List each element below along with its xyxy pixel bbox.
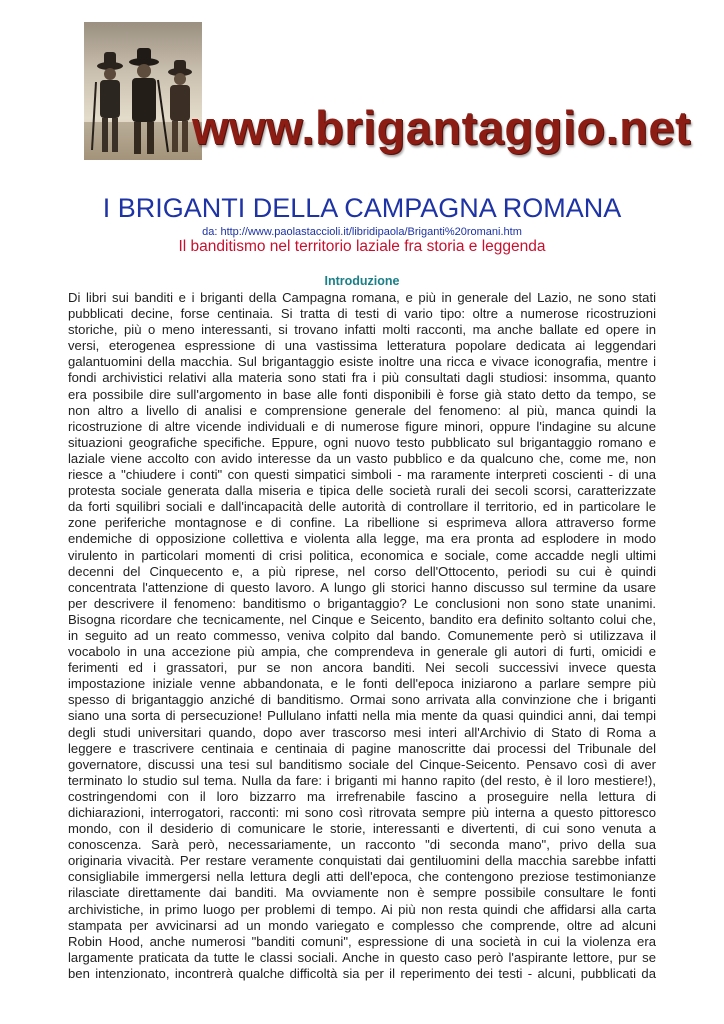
body-line: terminato lo studio sul tema. Nulla da fare: i briganti mi hanno rapito (del resto, è il loro mestiere!), <box>68 772 656 788</box>
body-line: fondi archivistici relativi alla materia sono stati fra i più consultati dagli studiosi: insomma, quanto <box>68 370 656 386</box>
body-line: vocabolo in una accezione più ampia, che comprendeva in generale gli autori di furti, omicidi e <box>68 644 656 660</box>
body-line: in seguito ad un reato commesso, veniva colpito dal bando. Comunemente però si utilizzava il <box>68 627 656 643</box>
body-line: originaria vivacità. Per restare veramente conquistati dai gentiluomini della macchia sarebbe infatti <box>68 853 656 869</box>
body-line: siano una sorta di persecuzione! Pullulano infatti nella mia mente da quasi quindici anni, dai tempi <box>68 708 656 724</box>
body-text <box>68 290 656 982</box>
body-line: mondo, con il desiderio di comunicare le storie, interessanti e divertenti, di cui sono venuta a <box>68 821 656 837</box>
body-line: situazioni geografiche specifiche. Eppure, ogni nuovo testo pubblicato sul brigantaggio romano e <box>68 434 656 450</box>
body-line: per descrivere il fenomeno: banditismo o brigantaggio? Le conclusioni non sono state unanimi. <box>68 595 656 611</box>
body-line: impostazione iniziale venne abbandonata, e le fonti dell'epoca iniziarono a parlare sempre più <box>68 676 656 692</box>
body-line: leggere e trascrivere centinaia e centinaia di pagine manoscritte dai processi del Tribunale del <box>68 740 656 756</box>
section-heading-introduzione: Introduzione <box>324 274 400 288</box>
body-line: spesso di brigantaggio anziché di banditismo. Ormai sono arrivata alla convinzione che i briganti <box>68 692 656 708</box>
body-line: ferimenti ed i grassatori, pur se non ancora banditi. Nei secoli successivi invece questa <box>68 660 656 676</box>
body-line: da forti squilibri sociali e dall'incapacità delle autorità di controllare il territorio, ed in particolare le <box>68 499 656 515</box>
body-line: era possibile dire sull'argomento in base alle fonti disponibili è forse già stato detto da tempo, se <box>68 386 656 402</box>
header-banner <box>84 22 692 160</box>
body-line: governatore, discussi una tesi sul banditismo sociale del Cinque-Seicento. Pensavo così di aver <box>68 756 656 772</box>
body-line: pubblicati decine, forse centinaia. Si tratta di testi di vario tipo: oltre a numerose ricostruzioni <box>68 306 656 322</box>
body-line: galantuomini della macchia. Sul brigantaggio esiste inoltre una ricca e vivace iconografia, mentre i <box>68 354 656 370</box>
body-line: riesce a "chiudere i conti" con questi simpatici simboli - ma raramente interpreti coscienti - di una <box>68 467 656 483</box>
body-line: consigliabile immergersi nella lettura degli atti dell'epoca, che contengono preziose testimonianze <box>68 869 656 885</box>
body-line: virulento in particolari momenti di crisi politica, economica e sociale, come accadde negli ultimi <box>68 547 656 563</box>
body-line: largamente praticata da tutte le classi sociali. Anche in questo caso però l'aspirante lettore, pur se <box>68 949 656 965</box>
body-line: dichiarazioni, interrogatori, racconti: mi sono così ritrovata sempre più interna a questo pittoresco <box>68 805 656 820</box>
brigands-figures-graphic <box>84 22 202 160</box>
body-line: decenni del Cinquecento e, a più riprese, nel corso dell'Ottocento, periodi su cui è quindi <box>68 563 656 579</box>
brigands-photo <box>84 22 202 160</box>
body-line: non altro a livello di analisi e comprensione generale del fenomeno: al più, manca quindi la <box>68 402 656 418</box>
body-line: Bisogna ricordare che tecnicamente, nel Cinque e Seicento, bandito era definito soltanto colui che, <box>68 611 656 627</box>
body-line: stampata per avvicinarsi ad un mondo variegato e complesso che comprende, oltre ad alcuni <box>68 917 656 933</box>
body-line: ben intenzionato, incontrerà qualche difficoltà sia per il reperimento dei testi - alcuni, pubblicati da <box>68 965 656 981</box>
body-line: archivistiche, in primo luogo per problemi di tempo. Ai più non resta quindi che affidarsi alla carta <box>68 901 656 917</box>
body-line: endemiche di opposizione collettiva e violenta alla legge, ma era pronta ad esplodere in modo <box>68 531 656 547</box>
body-line: conoscenza. Sarà però, necessariamente, un racconto "di seconda mano", privo della sua <box>68 837 656 853</box>
page-subtitle: Il banditismo nel territorio laziale fra storia e leggenda <box>178 238 546 255</box>
body-line: versi, eterogenea espressione di una vastissima letteratura popolare dedicata ai leggendari <box>68 338 656 354</box>
body-line: degli studi universitari quando, dopo aver trascorso mesi interi all'Archivio di Stato di Roma a <box>68 724 656 740</box>
body-line: protesta sociale generata dalla miseria e tipica delle società rurali dei secoli scorsi, caratterizzate <box>68 483 656 499</box>
site-logo-text[interactable]: www.brigantaggio.net <box>192 101 692 154</box>
body-line: costringendomi con il loro bizzarro ma irrefrenabile fascino a proseguire nella lettura di <box>68 788 656 804</box>
body-line: Robin Hood, anche numerosi "banditi comuni", espressione di una società in cui la violenza era <box>68 933 656 949</box>
body-line: rilasciate direttamente dai banditi. Ma ovviamente non è sempre possibile consultare le fonti <box>68 885 656 901</box>
body-line: zone periferiche montagnose e di confine. La ribellione si esprimeva allora attraverso forme <box>68 515 656 531</box>
source-url[interactable]: da: http://www.paolastaccioli.it/libridipaola/Briganti%20romani.htm <box>202 226 522 238</box>
page-title: I BRIGANTI DELLA CAMPAGNA ROMANA <box>102 193 622 223</box>
body-line: concentrata l'attenzione di questo lavoro. A lungo gli storici hanno discusso sul termine da usare <box>68 579 656 595</box>
body-line: ricostruzione di altre vicende individuali e di numerose figure minori, oppure l'indagine su alcune <box>68 418 656 434</box>
body-line: storiche, più o meno interessanti, si trovano infatti molti racconti, ma anche ballate ed opere in <box>68 322 656 338</box>
body-line: laziale viene accolto con avido interesse da un vasto pubblico e da qualcuno che, come me, non <box>68 450 656 466</box>
body-line: Di libri sui banditi e i briganti della Campagna romana, e più in generale del Lazio, ne sono stati <box>68 290 656 305</box>
